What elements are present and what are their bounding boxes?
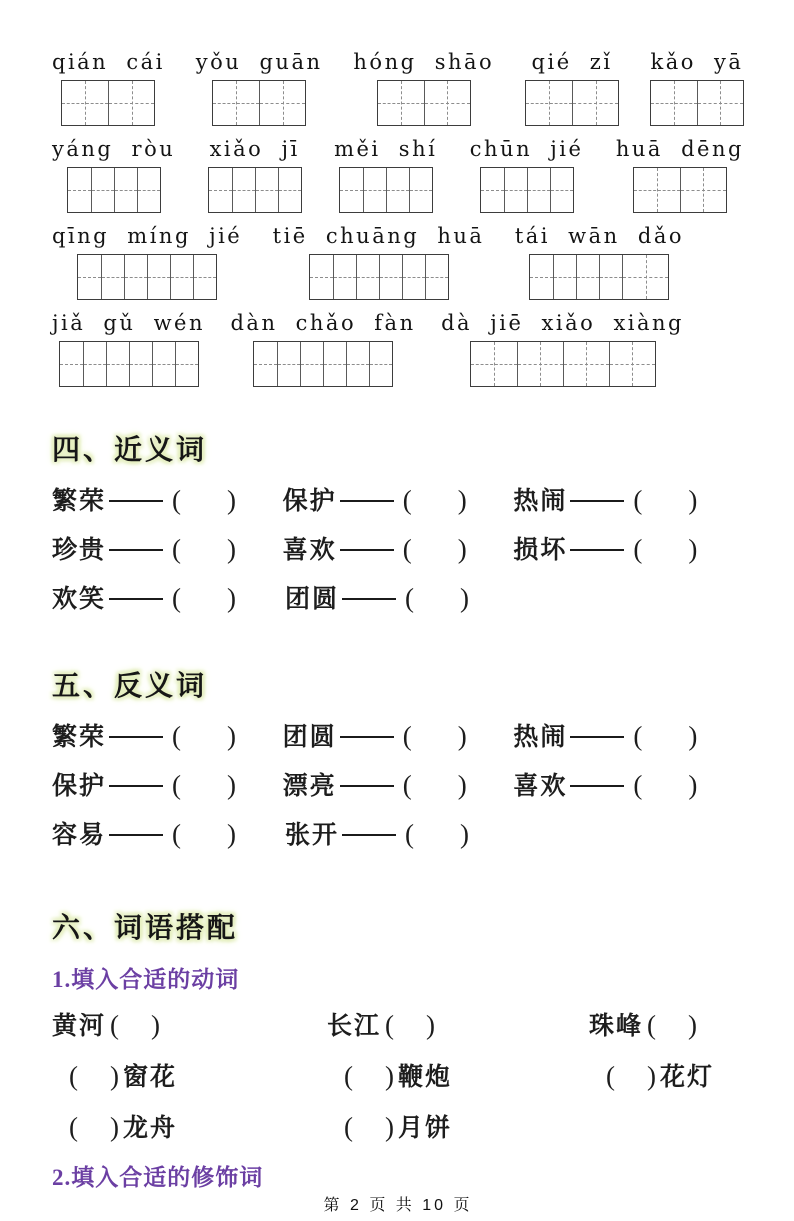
grid-cell: [60, 342, 83, 386]
writing-grid: [525, 80, 619, 126]
antonyms-rows: [52, 717, 744, 851]
writing-grid: [650, 80, 744, 126]
blank-parens: ( ): [69, 1112, 119, 1142]
grid-cell: [147, 255, 170, 299]
grid-cell: [599, 255, 622, 299]
dash-line: [570, 500, 624, 502]
word-pair-row: [52, 530, 744, 566]
pinyin-section: [52, 50, 744, 398]
word-text: 月饼: [398, 1115, 453, 1142]
pinyin-word-group: [650, 50, 744, 126]
word-pair-item: [52, 530, 283, 566]
blank-parens: ( ): [172, 534, 237, 564]
blank-parens: ( ): [647, 1010, 698, 1040]
blank-parens: ( ): [172, 770, 237, 800]
grid-cell: [622, 255, 668, 299]
writing-grid: [480, 167, 574, 213]
grid-cell: [369, 342, 392, 386]
grid-cell: [124, 255, 147, 299]
grid-cell: [300, 342, 323, 386]
dash-line: [109, 834, 163, 836]
grid-cell: [83, 342, 106, 386]
collocation-item: [327, 1057, 589, 1093]
pinyin-word-group: [441, 311, 684, 387]
word-text: 繁荣: [52, 488, 107, 515]
pinyin-word-group: [470, 137, 584, 213]
writing-grid: [470, 341, 656, 387]
blank-parens: ( ): [633, 534, 698, 564]
blank-parens: ( ): [405, 583, 470, 613]
word-text: 窗花: [123, 1064, 178, 1091]
grid-cell: [255, 168, 278, 212]
pinyin-label: chūn jié: [469, 137, 584, 161]
page-number-footer: 第 2 页 共 10 页: [323, 1197, 473, 1214]
pinyin-word-group: [230, 311, 415, 387]
pinyin-label: yǒu guān: [195, 50, 323, 74]
dash-line: [570, 549, 624, 551]
pinyin-word-group: [196, 50, 323, 126]
pinyin-row: [52, 50, 744, 126]
section-synonyms: [52, 428, 744, 628]
blank-parens: ( ): [402, 721, 467, 751]
pinyin-row: [52, 224, 684, 300]
dash-line: [109, 500, 163, 502]
collocation-rows: [52, 1006, 744, 1144]
word-text: 喜欢: [282, 537, 337, 564]
pinyin-label: huā dēng: [615, 137, 744, 161]
pinyin-label: qié zǐ: [531, 50, 613, 74]
writing-grid: [377, 80, 471, 126]
blank-parens: ( ): [606, 1061, 656, 1091]
pinyin-label: měi shí: [334, 137, 438, 161]
pinyin-word-group: [525, 50, 619, 126]
dash-line: [340, 736, 394, 738]
writing-grid: [633, 167, 727, 213]
pinyin-label: qīng míng jié: [52, 224, 243, 248]
collocation-item: [52, 1057, 327, 1093]
grid-cell: [278, 168, 301, 212]
writing-grid: [208, 167, 302, 213]
grid-cell: [425, 255, 448, 299]
grid-cell: [152, 342, 175, 386]
grid-cell: [232, 168, 255, 212]
pinyin-word-group: [52, 224, 242, 300]
writing-grid: [529, 254, 669, 300]
word-text: 喜欢: [513, 773, 568, 800]
word-pair-row: [52, 815, 744, 851]
grid-cell: [346, 342, 369, 386]
word-pair-item: [513, 481, 744, 517]
blank-parens: ( ): [402, 534, 467, 564]
word-text: 团圆: [282, 724, 337, 751]
blank-parens: ( ): [110, 1010, 161, 1040]
word-pair-item: [285, 579, 518, 615]
word-pair-item: [513, 530, 744, 566]
blank-parens: ( ): [385, 1010, 436, 1040]
blank-parens: ( ): [344, 1112, 394, 1142]
word-pair-item: [283, 530, 514, 566]
pinyin-word-group: [334, 137, 437, 213]
word-pair-item: [52, 579, 285, 615]
section-collocation: [52, 906, 744, 1192]
dash-line: [340, 785, 394, 787]
word-text: 漂亮: [282, 773, 337, 800]
section-antonyms: [52, 664, 744, 864]
collocation-row: [52, 1108, 744, 1144]
grid-cell: [651, 81, 697, 125]
dash-line: [570, 785, 624, 787]
grid-cell: [175, 342, 198, 386]
word-pair-item: [52, 481, 283, 517]
grid-cell: [527, 168, 550, 212]
word-pair-row: [52, 579, 744, 615]
antonyms-heading: 五、反义词: [52, 671, 208, 702]
pinyin-row: [52, 137, 744, 213]
writing-grid: [67, 167, 161, 213]
blank-parens: ( ): [633, 770, 698, 800]
grid-cell: [530, 255, 553, 299]
grid-cell: [402, 255, 425, 299]
collocation-row: [52, 1057, 744, 1093]
grid-cell: [209, 168, 232, 212]
word-pair-item: [513, 717, 744, 753]
word-text: 黄河: [52, 1013, 107, 1040]
dash-line: [342, 598, 396, 600]
dash-line: [570, 736, 624, 738]
grid-cell: [572, 81, 618, 125]
grid-cell: [340, 168, 363, 212]
pinyin-label: dàn chǎo fàn: [230, 311, 416, 335]
blank-parens: ( ): [402, 485, 467, 515]
grid-cell: [576, 255, 599, 299]
grid-cell: [550, 168, 573, 212]
grid-cell: [363, 168, 386, 212]
blank-parens: ( ): [633, 721, 698, 751]
pinyin-label: dà jiē xiǎo xiàng: [441, 311, 684, 335]
grid-cell: [378, 81, 424, 125]
grid-cell: [114, 168, 137, 212]
word-text: 热闹: [513, 488, 568, 515]
blank-parens: ( ): [172, 819, 237, 849]
word-pair-item: [283, 766, 514, 802]
grid-cell: [213, 81, 259, 125]
pinyin-label: tiē chuāng huā: [272, 224, 485, 248]
word-pair-item: [285, 815, 518, 851]
blank-parens: ( ): [69, 1061, 119, 1091]
grid-cell: [553, 255, 576, 299]
word-pair-item: [283, 481, 514, 517]
grid-cell: [137, 168, 160, 212]
word-pair-row: [52, 717, 744, 753]
grid-cell: [481, 168, 504, 212]
writing-grid: [61, 80, 155, 126]
pinyin-word-group: [616, 137, 744, 213]
collocation-subheading-modifiers: 2.填入合适的修饰词: [52, 1165, 264, 1190]
pinyin-word-group: [52, 50, 165, 126]
pinyin-word-group: [353, 50, 494, 126]
collocation-item: [52, 1006, 327, 1042]
grid-cell: [170, 255, 193, 299]
dash-line: [340, 549, 394, 551]
pinyin-label: tái wān dǎo: [514, 224, 684, 248]
word-pair-item: [52, 766, 283, 802]
pinyin-word-group: [52, 137, 175, 213]
grid-cell: [333, 255, 356, 299]
grid-cell: [609, 342, 655, 386]
collocation-item: [327, 1006, 589, 1042]
grid-cell: [101, 255, 124, 299]
word-text: 保护: [282, 488, 337, 515]
grid-cell: [471, 342, 517, 386]
word-text: 鞭炮: [398, 1064, 453, 1091]
pinyin-label: qián cái: [52, 50, 165, 74]
grid-cell: [193, 255, 216, 299]
dash-line: [342, 834, 396, 836]
blank-parens: ( ): [633, 485, 698, 515]
word-pair-row: [52, 481, 744, 517]
word-text: 热闹: [513, 724, 568, 751]
synonyms-heading: 四、近义词: [52, 435, 208, 466]
word-text: 张开: [285, 822, 340, 849]
word-pair-item: [52, 815, 285, 851]
collocation-item: [327, 1108, 589, 1144]
word-text: 损坏: [513, 537, 568, 564]
grid-cell: [310, 255, 333, 299]
blank-parens: ( ): [344, 1061, 394, 1091]
grid-cell: [78, 255, 101, 299]
grid-cell: [62, 81, 108, 125]
grid-cell: [106, 342, 129, 386]
word-text: 繁荣: [52, 724, 107, 751]
collocation-item: [589, 1006, 701, 1042]
grid-cell: [697, 81, 743, 125]
word-pair-item: [513, 766, 744, 802]
writing-grid: [309, 254, 449, 300]
grid-cell: [680, 168, 726, 212]
writing-grid: [212, 80, 306, 126]
grid-cell: [356, 255, 379, 299]
blank-parens: ( ): [405, 819, 470, 849]
word-text: 欢笑: [52, 586, 107, 613]
blank-parens: ( ): [172, 583, 237, 613]
pinyin-label: yáng ròu: [52, 137, 176, 161]
pinyin-word-group: [515, 224, 684, 300]
collocation-item: [52, 1108, 327, 1144]
grid-cell: [634, 168, 680, 212]
word-text: 团圆: [285, 586, 340, 613]
pinyin-label: kǎo yā: [650, 50, 744, 74]
collocation-row: [52, 1006, 744, 1042]
dash-line: [109, 598, 163, 600]
grid-cell: [386, 168, 409, 212]
word-text: 珍贵: [52, 537, 107, 564]
pinyin-word-group: [52, 311, 205, 387]
grid-cell: [563, 342, 609, 386]
grid-cell: [68, 168, 91, 212]
word-text: 珠峰: [589, 1013, 644, 1040]
word-pair-item: [52, 717, 283, 753]
word-text: 花灯: [660, 1064, 715, 1091]
pinyin-row: [52, 311, 684, 387]
blank-parens: ( ): [402, 770, 467, 800]
grid-cell: [409, 168, 432, 212]
word-text: 龙舟: [123, 1115, 178, 1142]
word-pair-row: [52, 766, 744, 802]
word-pair-item: [283, 717, 514, 753]
word-text: 长江: [327, 1013, 382, 1040]
grid-cell: [254, 342, 277, 386]
blank-parens: ( ): [172, 485, 237, 515]
grid-cell: [108, 81, 154, 125]
collocation-heading: 六、词语搭配: [52, 913, 239, 944]
grid-cell: [379, 255, 402, 299]
collocation-subheading-verbs: 1.填入合适的动词: [52, 967, 240, 992]
pinyin-word-group: [273, 224, 485, 300]
dash-line: [109, 736, 163, 738]
dash-line: [109, 549, 163, 551]
writing-grid: [77, 254, 217, 300]
grid-cell: [526, 81, 572, 125]
grid-cell: [424, 81, 470, 125]
pinyin-word-group: [208, 137, 302, 213]
pinyin-label: hóng shāo: [353, 50, 495, 74]
dash-line: [109, 785, 163, 787]
word-text: 保护: [52, 773, 107, 800]
grid-cell: [323, 342, 346, 386]
writing-grid: [59, 341, 199, 387]
grid-cell: [504, 168, 527, 212]
grid-cell: [259, 81, 305, 125]
blank-parens: ( ): [172, 721, 237, 751]
grid-cell: [91, 168, 114, 212]
collocation-item: [589, 1057, 714, 1093]
grid-cell: [517, 342, 563, 386]
dash-line: [340, 500, 394, 502]
writing-grid: [339, 167, 433, 213]
grid-cell: [277, 342, 300, 386]
pinyin-label: jiǎ gǔ wén: [52, 311, 205, 335]
pinyin-label: xiǎo jī: [209, 137, 300, 161]
grid-cell: [129, 342, 152, 386]
writing-grid: [253, 341, 393, 387]
word-text: 容易: [52, 822, 107, 849]
synonyms-rows: [52, 481, 744, 615]
